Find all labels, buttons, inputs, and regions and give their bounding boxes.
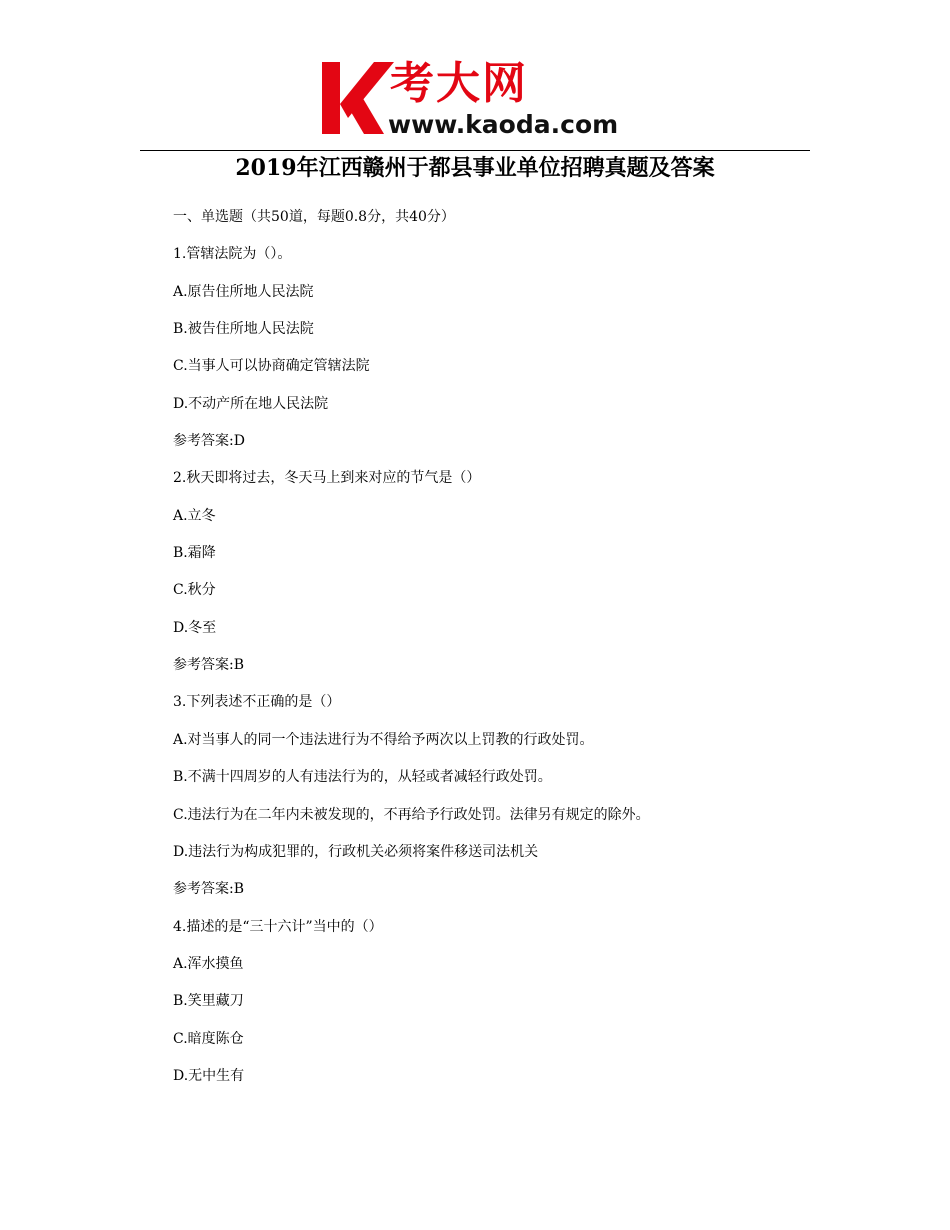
option-c: C.当事人可以协商确定管辖法院 bbox=[173, 358, 370, 375]
option-a: A.原告住所地人民法院 bbox=[173, 283, 314, 300]
option-a: A.对当事人的同一个违法进行为不得给予两次以上罚教的行政处罚。 bbox=[173, 731, 594, 748]
kaoda-logo bbox=[318, 58, 638, 142]
option-d: D.不动产所在地人民法院 bbox=[173, 395, 329, 412]
option-a: A.立冬 bbox=[173, 507, 216, 524]
section-heading: 一、单选题（共50道，每题0.8分，共40分） bbox=[173, 209, 455, 225]
option-c: C.违法行为在二年内未被发现的，不再给予行政处罚。法律另有规定的除外。 bbox=[173, 806, 650, 823]
option-d: D.无中生有 bbox=[173, 1067, 245, 1084]
header-divider bbox=[140, 150, 810, 151]
option-c: C.暗度陈仓 bbox=[173, 1030, 244, 1047]
option-d: D.违法行为构成犯罪的，行政机关必须将案件移送司法机关 bbox=[173, 843, 539, 860]
option-b: B.不满十四周岁的人有违法行为的，从轻或者减轻行政处罚。 bbox=[173, 769, 552, 786]
option-b: B.被告住所地人民法院 bbox=[173, 321, 314, 338]
question-stem: 3.下列表述不正确的是（） bbox=[173, 694, 341, 711]
question-stem: 4.描述的是“三十六计”当中的（） bbox=[173, 918, 383, 935]
option-b: B.霜降 bbox=[173, 545, 216, 562]
option-a: A.浑水摸鱼 bbox=[173, 955, 244, 972]
answer-line: 参考答案:D bbox=[173, 433, 245, 450]
option-d: D.冬至 bbox=[173, 619, 217, 636]
logo-url-text: www.kaoda.com bbox=[388, 110, 619, 139]
answer-line: 参考答案:B bbox=[173, 881, 245, 898]
question-stem: 2.秋天即将过去，冬天马上到来对应的节气是（） bbox=[173, 470, 481, 487]
answer-line: 参考答案:B bbox=[173, 657, 245, 674]
option-b: B.笑里藏刀 bbox=[173, 993, 244, 1010]
option-c: C.秋分 bbox=[173, 582, 216, 599]
question-list bbox=[173, 206, 853, 1102]
k-logo-icon bbox=[318, 60, 396, 136]
question-stem: 1.管辖法院为（）。 bbox=[173, 246, 292, 263]
logo-chinese-text: 考大网 bbox=[390, 58, 528, 109]
document-title: 2019年江西赣州于都县事业单位招聘真题及答案 bbox=[235, 155, 715, 181]
